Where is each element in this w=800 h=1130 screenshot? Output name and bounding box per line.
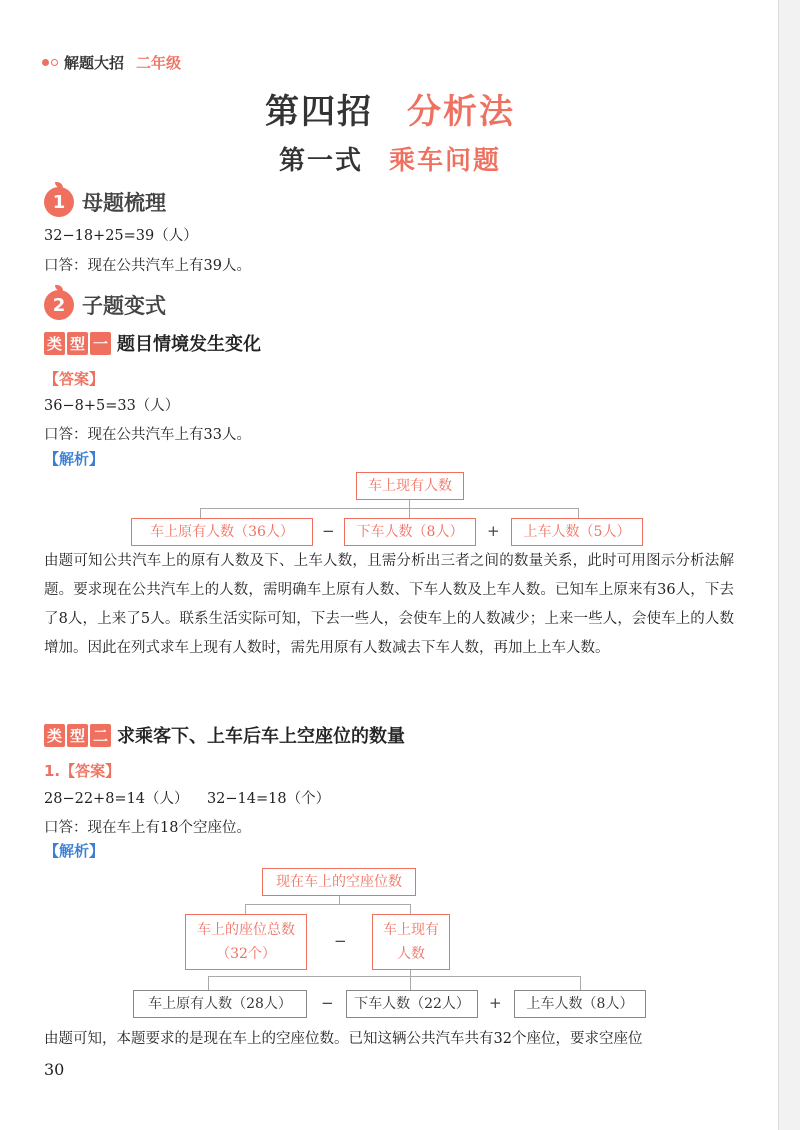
diagram-node: 下车人数（8人）: [344, 518, 476, 546]
book-title: 解题大招: [64, 54, 125, 72]
section-title: 母题梳理: [82, 191, 166, 215]
type-title: 题目情境发生变化: [117, 334, 262, 355]
analysis-tag: 【解析】: [44, 450, 105, 468]
diagram-node: 上车人数（5人）: [511, 518, 643, 546]
section-number-icon: 1: [44, 187, 74, 217]
operator: −: [334, 932, 347, 950]
answer-tag: 【答案】: [44, 370, 105, 388]
operator: −: [321, 994, 334, 1012]
tree-line: [245, 904, 410, 905]
type-title: 求乘客下、上车后车上空座位的数量: [117, 726, 406, 747]
formula-line: 36−8+5=33（人）: [44, 398, 180, 414]
type-badge: 类: [44, 332, 65, 355]
tree-line: [410, 904, 411, 914]
explanation-paragraph: 由题可知公共汽车上的原有人数及下、上车人数，且需分析出三者之间的数量关系，此时可用图示分析法解题。要求现在公共汽车上的人数，需明确车上原有人数、下车人数及上车人数。已知车上原来有36人，下去了8人，上来了5人。联系生活实际可知，下去一些人，会使车上的人数减少；上来一些人，会使车上的人数增加。因此在列式求车上现有人数时，需先用原有人数减去下车人数，再加上上车人数。: [44, 553, 734, 656]
type-badge: 型: [67, 724, 88, 747]
running-header: [42, 52, 181, 73]
answer-tag: 1.【答案】: [44, 762, 121, 780]
type-badge: 一: [90, 332, 111, 355]
lesson-title: [0, 140, 780, 177]
tree-line: [410, 976, 411, 990]
tree-line: [245, 904, 246, 914]
grade-label: 二年级: [136, 54, 182, 72]
answer-line: 口答：现在车上有18个空座位。: [44, 820, 251, 836]
operator: +: [489, 994, 502, 1012]
type-heading-1: [44, 330, 261, 356]
formula-line: 28−22+8=14（人） 32−14=18（个）: [44, 791, 331, 807]
answer-line: 口答：现在公共汽车上有33人。: [44, 427, 251, 443]
analysis-tag: 【解析】: [44, 842, 105, 860]
answer-line: 口答：现在公共汽车上有39人。: [44, 258, 251, 274]
diagram-node-total-seats: [185, 914, 307, 970]
explanation-paragraph: 由题可知，本题要求的是现在车上的空座位数。已知这辆公共汽车共有32个座位，要求空座位: [44, 1031, 643, 1047]
type-heading-2: [44, 722, 405, 748]
tree-line: [580, 976, 581, 990]
diagram-node: 下车人数（22人）: [346, 990, 478, 1018]
lesson-name: 乘车问题: [389, 146, 502, 176]
tree-line: [200, 508, 578, 509]
formula-line: 32−18+25=39（人）: [44, 228, 198, 244]
type-badge: 类: [44, 724, 65, 747]
type-badge: 型: [67, 332, 88, 355]
tree-line: [208, 976, 580, 977]
section-title: 子题变式: [82, 294, 166, 318]
type-badge: 二: [90, 724, 111, 747]
node-line: 车上现有: [383, 922, 439, 938]
operator: +: [487, 522, 500, 540]
page-edge: [778, 0, 800, 1130]
page-number: 30: [44, 1060, 65, 1079]
diagram-node: 车上原有人数（36人）: [131, 518, 313, 546]
diagram-node-current-people: [372, 914, 450, 970]
section-number-icon: 2: [44, 290, 74, 320]
node-line: （32个）: [216, 946, 276, 962]
decor-dots-icon: [42, 59, 58, 66]
tree-line: [200, 508, 201, 518]
diagram-node-top: 现在车上的空座位数: [262, 868, 416, 896]
diagram-node: 上车人数（8人）: [514, 990, 646, 1018]
tree-line: [208, 976, 209, 990]
chapter-name: 分析法: [407, 92, 515, 132]
section-heading-2: [44, 290, 166, 320]
diagram-node-top: 车上现有人数: [356, 472, 464, 500]
diagram-node: 车上原有人数（28人）: [133, 990, 307, 1018]
chapter-title: [0, 84, 780, 133]
node-line: 人数: [397, 946, 425, 962]
section-heading-1: [44, 187, 166, 217]
lesson-num: 第一式: [278, 146, 363, 176]
chapter-num: 第四招: [265, 92, 373, 132]
operator: −: [322, 522, 335, 540]
tree-line: [578, 508, 579, 518]
node-line: 车上的座位总数: [197, 922, 295, 938]
tree-line: [409, 508, 410, 518]
